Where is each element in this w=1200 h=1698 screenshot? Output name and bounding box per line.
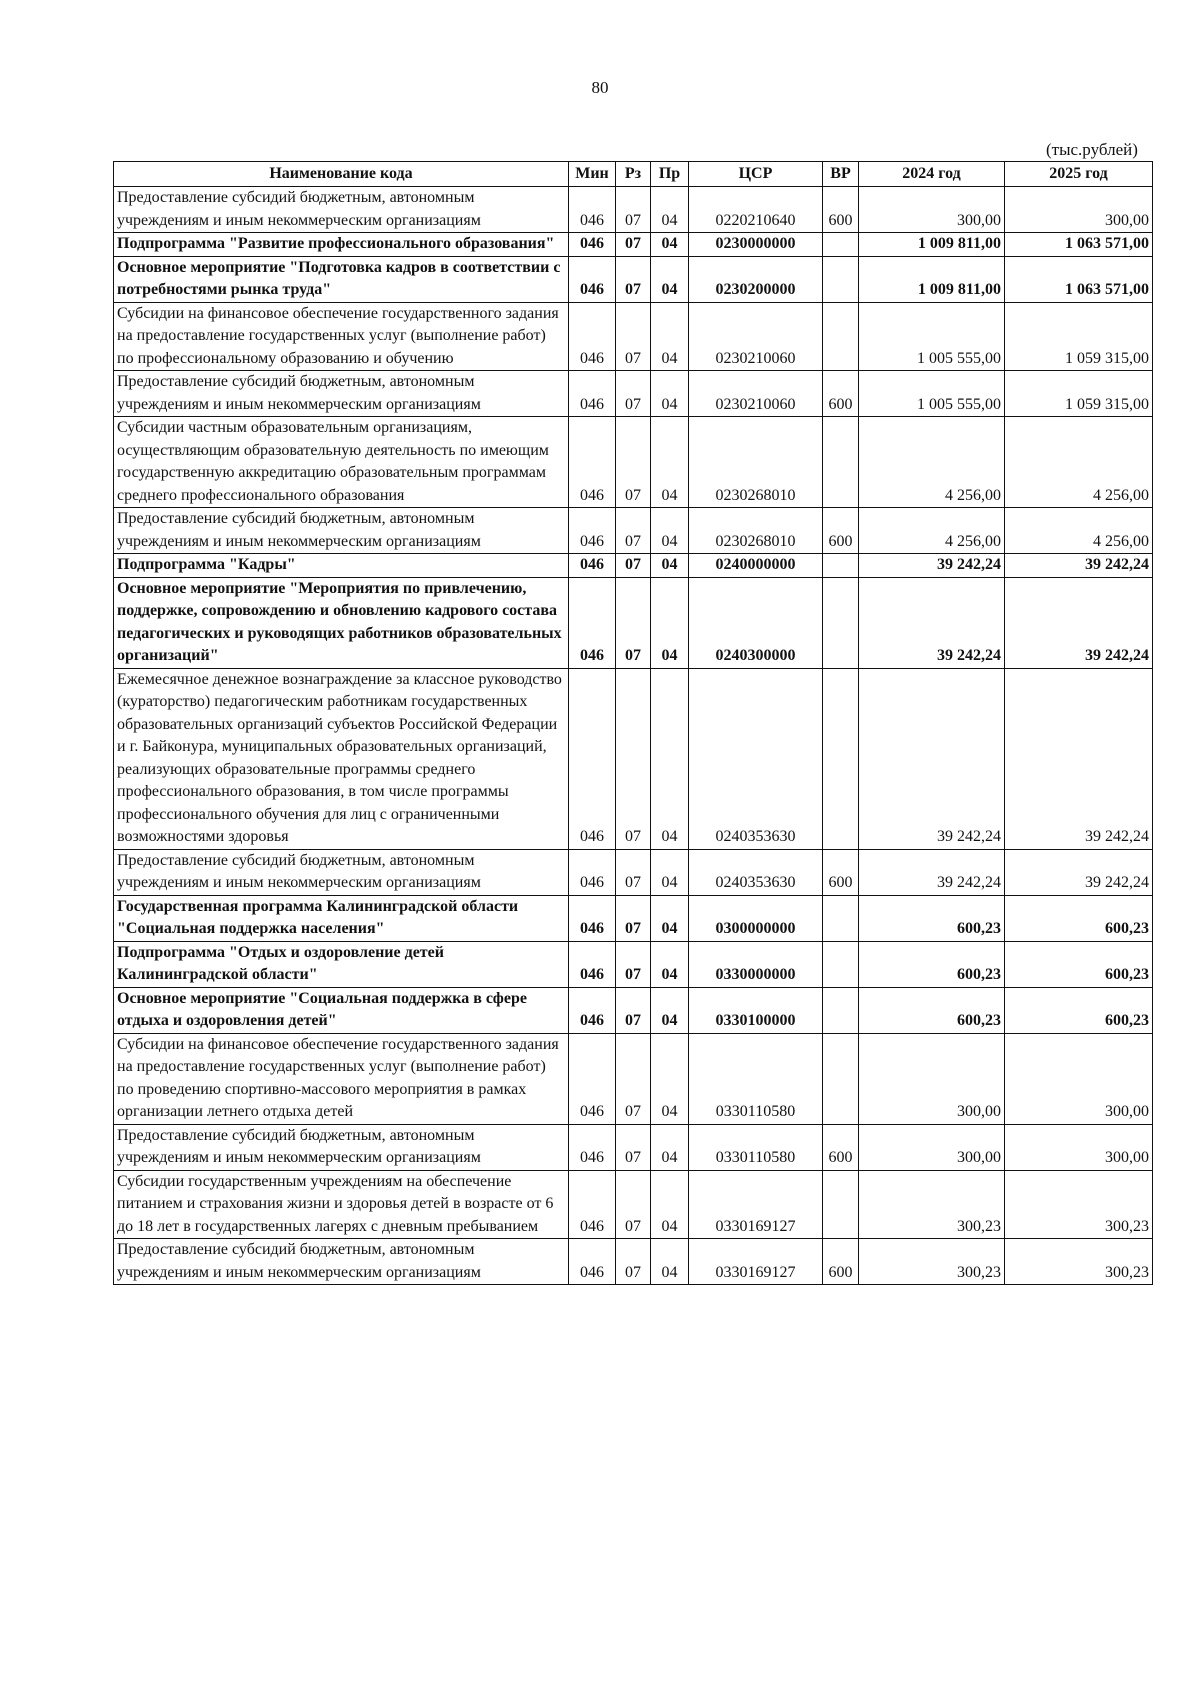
- row-vr: [823, 895, 859, 941]
- row-amount-2025: 39 242,24: [1005, 554, 1153, 578]
- row-min: 046: [569, 577, 616, 668]
- row-pr: 04: [651, 1170, 689, 1239]
- row-min: 046: [569, 941, 616, 987]
- table-row: [114, 187, 1153, 233]
- table-row: [114, 1239, 1153, 1285]
- row-min: 046: [569, 187, 616, 233]
- row-amount-2025: 300,23: [1005, 1170, 1153, 1239]
- row-vr: [823, 302, 859, 371]
- row-csr: 0230210060: [689, 302, 823, 371]
- header-csr: ЦСР: [689, 162, 823, 187]
- row-rz: 07: [616, 577, 651, 668]
- row-amount-2025: 300,00: [1005, 1033, 1153, 1124]
- row-csr: 0240353630: [689, 668, 823, 849]
- row-name: Предоставление субсидий бюджетным, автономным учреждениям и иным некоммерческим организациям: [114, 849, 569, 895]
- row-pr: 04: [651, 941, 689, 987]
- row-name: Основное мероприятие "Подготовка кадров в соответствии с потребностями рынка труда": [114, 256, 569, 302]
- row-amount-2025: 300,00: [1005, 187, 1153, 233]
- row-rz: 07: [616, 508, 651, 554]
- row-amount-2024: 600,23: [859, 941, 1005, 987]
- row-pr: 04: [651, 256, 689, 302]
- row-min: 046: [569, 233, 616, 257]
- row-amount-2025: 1 059 315,00: [1005, 302, 1153, 371]
- row-vr: 600: [823, 1239, 859, 1285]
- row-min: 046: [569, 849, 616, 895]
- row-amount-2025: 1 059 315,00: [1005, 371, 1153, 417]
- row-csr: 0230000000: [689, 233, 823, 257]
- row-csr: 0300000000: [689, 895, 823, 941]
- table-row: [114, 417, 1153, 508]
- row-name: Предоставление субсидий бюджетным, автономным учреждениям и иным некоммерческим организациям: [114, 371, 569, 417]
- row-amount-2025: 600,23: [1005, 987, 1153, 1033]
- row-vr: [823, 1170, 859, 1239]
- row-amount-2025: 600,23: [1005, 895, 1153, 941]
- row-rz: 07: [616, 987, 651, 1033]
- row-pr: 04: [651, 554, 689, 578]
- row-csr: 0330169127: [689, 1239, 823, 1285]
- row-csr: 0240353630: [689, 849, 823, 895]
- row-amount-2024: 39 242,24: [859, 554, 1005, 578]
- row-vr: 600: [823, 187, 859, 233]
- row-rz: 07: [616, 668, 651, 849]
- row-min: 046: [569, 1124, 616, 1170]
- row-amount-2024: 600,23: [859, 895, 1005, 941]
- row-min: 046: [569, 895, 616, 941]
- row-amount-2024: 4 256,00: [859, 508, 1005, 554]
- row-pr: 04: [651, 233, 689, 257]
- row-csr: 0330110580: [689, 1033, 823, 1124]
- row-amount-2025: 39 242,24: [1005, 668, 1153, 849]
- row-vr: 600: [823, 371, 859, 417]
- row-pr: 04: [651, 371, 689, 417]
- row-min: 046: [569, 1170, 616, 1239]
- row-rz: 07: [616, 233, 651, 257]
- page-number: 80: [591, 78, 609, 97]
- table-row: [114, 1170, 1153, 1239]
- row-rz: 07: [616, 1033, 651, 1124]
- row-csr: 0230268010: [689, 417, 823, 508]
- row-vr: [823, 256, 859, 302]
- row-min: 046: [569, 256, 616, 302]
- row-amount-2025: 39 242,24: [1005, 849, 1153, 895]
- table-row: [114, 941, 1153, 987]
- row-min: 046: [569, 1033, 616, 1124]
- row-vr: [823, 417, 859, 508]
- row-vr: [823, 233, 859, 257]
- header-name: Наименование кода: [114, 162, 569, 187]
- header-pr: Пр: [651, 162, 689, 187]
- row-csr: 0330110580: [689, 1124, 823, 1170]
- row-name: Предоставление субсидий бюджетным, автономным учреждениям и иным некоммерческим организациям: [114, 187, 569, 233]
- row-vr: [823, 668, 859, 849]
- table-row: [114, 577, 1153, 668]
- row-csr: 0240000000: [689, 554, 823, 578]
- table-row: [114, 233, 1153, 257]
- budget-table: [113, 161, 1153, 1285]
- row-pr: 04: [651, 668, 689, 849]
- row-name: Государственная программа Калининградской области "Социальная поддержка населения": [114, 895, 569, 941]
- row-name: Предоставление субсидий бюджетным, автономным учреждениям и иным некоммерческим организациям: [114, 1124, 569, 1170]
- row-vr: [823, 987, 859, 1033]
- row-amount-2024: 300,23: [859, 1170, 1005, 1239]
- row-pr: 04: [651, 187, 689, 233]
- row-amount-2025: 39 242,24: [1005, 577, 1153, 668]
- row-name: Подпрограмма "Отдых и оздоровление детей Калининградской области": [114, 941, 569, 987]
- row-csr: 0240300000: [689, 577, 823, 668]
- row-rz: 07: [616, 1170, 651, 1239]
- row-vr: 600: [823, 1124, 859, 1170]
- row-name: Подпрограмма "Развитие профессионального образования": [114, 233, 569, 257]
- row-name: Субсидии частным образовательным организациям, осуществляющим образовательную деятельность по имеющим государственную аккредитацию образовательным программам среднего профессионального образования: [114, 417, 569, 508]
- table-body: [114, 187, 1153, 1285]
- row-amount-2024: 300,00: [859, 1124, 1005, 1170]
- row-min: 046: [569, 668, 616, 849]
- table-row: [114, 895, 1153, 941]
- table-row: [114, 508, 1153, 554]
- row-csr: 0230268010: [689, 508, 823, 554]
- row-min: 046: [569, 302, 616, 371]
- row-pr: 04: [651, 577, 689, 668]
- row-csr: 0220210640: [689, 187, 823, 233]
- row-min: 046: [569, 371, 616, 417]
- row-pr: 04: [651, 1033, 689, 1124]
- row-name: Ежемесячное денежное вознаграждение за классное руководство (кураторство) педагогическим работникам государственных образовательных организаций субъектов Российской Федерации и г. Байконура, муниципальных образовательных организаций, реализующих образовательные программы среднего профессионального образования, в том числе программы профессионального обучения для лиц с ограниченными возможностями здоровья: [114, 668, 569, 849]
- row-name: Основное мероприятие "Социальная поддержка в сфере отдыха и оздоровления детей": [114, 987, 569, 1033]
- row-name: Подпрограмма "Кадры": [114, 554, 569, 578]
- table-row: [114, 1033, 1153, 1124]
- row-amount-2024: 1 009 811,00: [859, 256, 1005, 302]
- row-amount-2024: 1 005 555,00: [859, 371, 1005, 417]
- row-amount-2024: 1 005 555,00: [859, 302, 1005, 371]
- row-min: 046: [569, 554, 616, 578]
- row-pr: 04: [651, 987, 689, 1033]
- units-label: (тыс.рублей): [1046, 140, 1138, 159]
- table-row: [114, 849, 1153, 895]
- row-pr: 04: [651, 417, 689, 508]
- row-rz: 07: [616, 554, 651, 578]
- row-amount-2024: 39 242,24: [859, 849, 1005, 895]
- table-row: [114, 302, 1153, 371]
- row-vr: [823, 554, 859, 578]
- table-row: [114, 668, 1153, 849]
- row-vr: [823, 941, 859, 987]
- row-pr: 04: [651, 302, 689, 371]
- table-header-row: [114, 162, 1153, 187]
- row-amount-2025: 300,00: [1005, 1124, 1153, 1170]
- row-name: Предоставление субсидий бюджетным, автономным учреждениям и иным некоммерческим организациям: [114, 1239, 569, 1285]
- table-row: [114, 987, 1153, 1033]
- header-vr: ВР: [823, 162, 859, 187]
- row-rz: 07: [616, 1239, 651, 1285]
- row-name: Субсидии государственным учреждениям на обеспечение питанием и страхования жизни и здоровья детей в возрасте от 6 до 18 лет в государственных лагерях с дневным пребыванием: [114, 1170, 569, 1239]
- row-amount-2025: 300,23: [1005, 1239, 1153, 1285]
- header-2024: 2024 год: [859, 162, 1005, 187]
- row-amount-2025: 4 256,00: [1005, 417, 1153, 508]
- row-rz: 07: [616, 941, 651, 987]
- table-row: [114, 256, 1153, 302]
- table-row: [114, 554, 1153, 578]
- row-csr: 0330169127: [689, 1170, 823, 1239]
- row-rz: 07: [616, 1124, 651, 1170]
- row-csr: 0330000000: [689, 941, 823, 987]
- header-2025: 2025 год: [1005, 162, 1153, 187]
- row-amount-2025: 1 063 571,00: [1005, 256, 1153, 302]
- row-rz: 07: [616, 187, 651, 233]
- header-min: Мин: [569, 162, 616, 187]
- row-min: 046: [569, 417, 616, 508]
- row-vr: [823, 1033, 859, 1124]
- row-pr: 04: [651, 508, 689, 554]
- row-rz: 07: [616, 417, 651, 508]
- table-row: [114, 371, 1153, 417]
- row-amount-2024: 39 242,24: [859, 577, 1005, 668]
- row-name: Субсидии на финансовое обеспечение государственного задания на предоставление государственных услуг (выполнение работ) по проведению спортивно-массового мероприятия в рамках организации летнего отдыха детей: [114, 1033, 569, 1124]
- row-rz: 07: [616, 302, 651, 371]
- row-name: Субсидии на финансовое обеспечение государственного задания на предоставление государственных услуг (выполнение работ) по профессиональному образованию и обучению: [114, 302, 569, 371]
- row-csr: 0330100000: [689, 987, 823, 1033]
- table-row: [114, 1124, 1153, 1170]
- row-amount-2025: 600,23: [1005, 941, 1153, 987]
- row-rz: 07: [616, 256, 651, 302]
- row-amount-2024: 300,23: [859, 1239, 1005, 1285]
- row-pr: 04: [651, 1239, 689, 1285]
- row-vr: 600: [823, 508, 859, 554]
- row-amount-2025: 4 256,00: [1005, 508, 1153, 554]
- row-min: 046: [569, 508, 616, 554]
- row-amount-2025: 1 063 571,00: [1005, 233, 1153, 257]
- row-amount-2024: 1 009 811,00: [859, 233, 1005, 257]
- row-rz: 07: [616, 895, 651, 941]
- row-rz: 07: [616, 371, 651, 417]
- row-name: Предоставление субсидий бюджетным, автономным учреждениям и иным некоммерческим организациям: [114, 508, 569, 554]
- row-min: 046: [569, 987, 616, 1033]
- row-pr: 04: [651, 895, 689, 941]
- row-pr: 04: [651, 849, 689, 895]
- row-amount-2024: 300,00: [859, 187, 1005, 233]
- row-vr: [823, 577, 859, 668]
- row-pr: 04: [651, 1124, 689, 1170]
- header-rz: Рз: [616, 162, 651, 187]
- row-amount-2024: 39 242,24: [859, 668, 1005, 849]
- row-rz: 07: [616, 849, 651, 895]
- row-amount-2024: 4 256,00: [859, 417, 1005, 508]
- row-amount-2024: 600,23: [859, 987, 1005, 1033]
- row-csr: 0230210060: [689, 371, 823, 417]
- row-name: Основное мероприятие "Мероприятия по привлечению, поддержке, сопровождению и обновлению кадрового состава педагогических и руководящих работников образовательных организаций": [114, 577, 569, 668]
- row-vr: 600: [823, 849, 859, 895]
- row-min: 046: [569, 1239, 616, 1285]
- row-amount-2024: 300,00: [859, 1033, 1005, 1124]
- row-csr: 0230200000: [689, 256, 823, 302]
